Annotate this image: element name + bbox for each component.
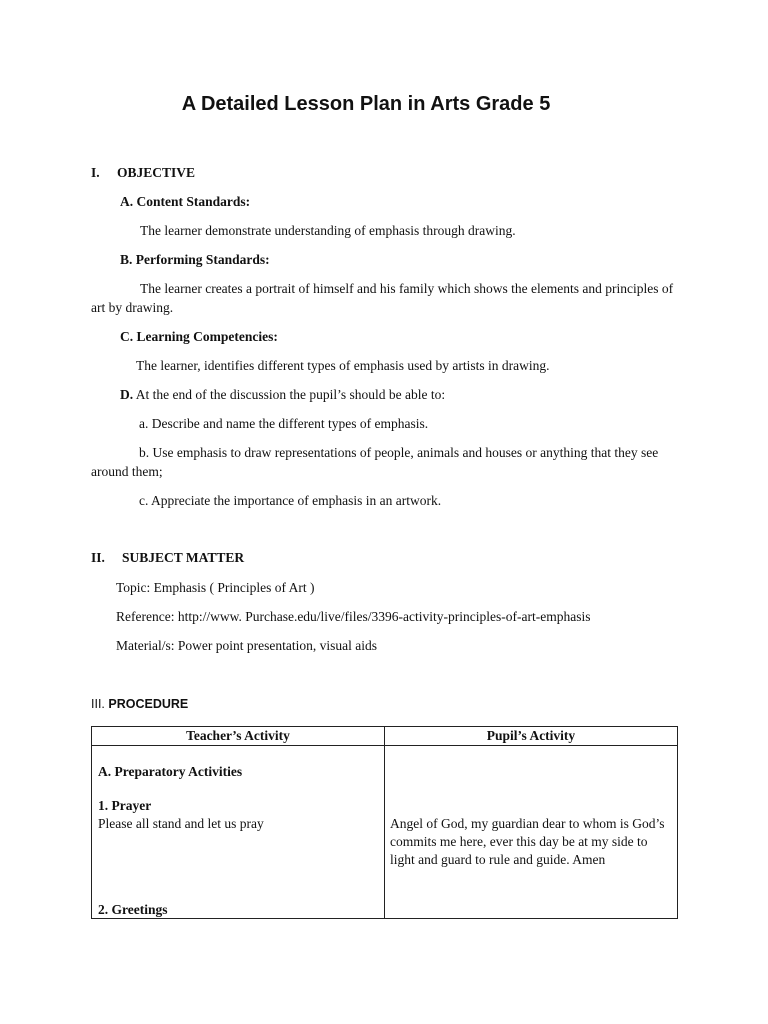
procedure-table	[91, 726, 678, 919]
greetings-heading: 2. Greetings	[98, 902, 168, 917]
objective-d-label: D.	[120, 387, 134, 402]
topic-line: Topic: Emphasis ( Principles of Art )	[116, 580, 315, 595]
content-standards-heading: A. Content Standards:	[120, 194, 251, 209]
objective-d	[120, 385, 445, 404]
section-2-heading: SUBJECT MATTER	[122, 550, 245, 565]
learning-competencies-heading: C. Learning Competencies:	[120, 329, 278, 344]
reference-line: Reference: http://www. Purchase.edu/live/files/3396-activity-principles-of-art-emphasis	[116, 609, 591, 624]
section-1-numeral: I.	[91, 165, 100, 180]
teacher-activity-header: Teacher’s Activity	[186, 728, 290, 743]
section-3-heading: PROCEDURE	[108, 697, 189, 711]
section-3-numeral: III.	[91, 697, 105, 711]
section-3-title	[91, 697, 188, 711]
preparatory-activities-heading: A. Preparatory Activities	[98, 764, 243, 779]
performing-standards-heading: B. Performing Standards:	[120, 252, 270, 267]
materials-line: Material/s: Power point presentation, visual aids	[116, 638, 377, 653]
section-1-heading: OBJECTIVE	[117, 165, 196, 180]
objective-item-c: c. Appreciate the importance of emphasis in an artwork.	[139, 493, 442, 508]
section-2-numeral: II.	[91, 550, 105, 565]
objective-d-text: At the end of the discussion the pupil’s should be able to:	[135, 387, 446, 402]
prayer-heading: 1. Prayer	[98, 798, 152, 813]
content-standards-text: The learner demonstrate understanding of emphasis through drawing.	[140, 223, 516, 238]
objective-item-b: b. Use emphasis to draw representations of people, animals and houses or anything that they see around them;	[91, 445, 659, 479]
table-column-divider	[384, 727, 385, 918]
table-header-divider	[92, 745, 677, 746]
prayer-pupil-text: Angel of God, my guardian dear to whom is God’s commits me here, ever this day be at my side to light and guard to rule and guide. Amen	[390, 816, 665, 867]
prayer-teacher-text: Please all stand and let us pray	[98, 816, 264, 831]
document-title: A Detailed Lesson Plan in Arts Grade 5	[181, 93, 551, 115]
pupil-activity-header: Pupil’s Activity	[486, 728, 576, 743]
performing-standards-text: The learner creates a portrait of himself and his family which shows the elements and principles of art by drawing.	[91, 281, 674, 315]
learning-competencies-text: The learner, identifies different types of emphasis used by artists in drawing.	[136, 358, 550, 373]
objective-item-a: a. Describe and name the different types of emphasis.	[139, 416, 429, 431]
